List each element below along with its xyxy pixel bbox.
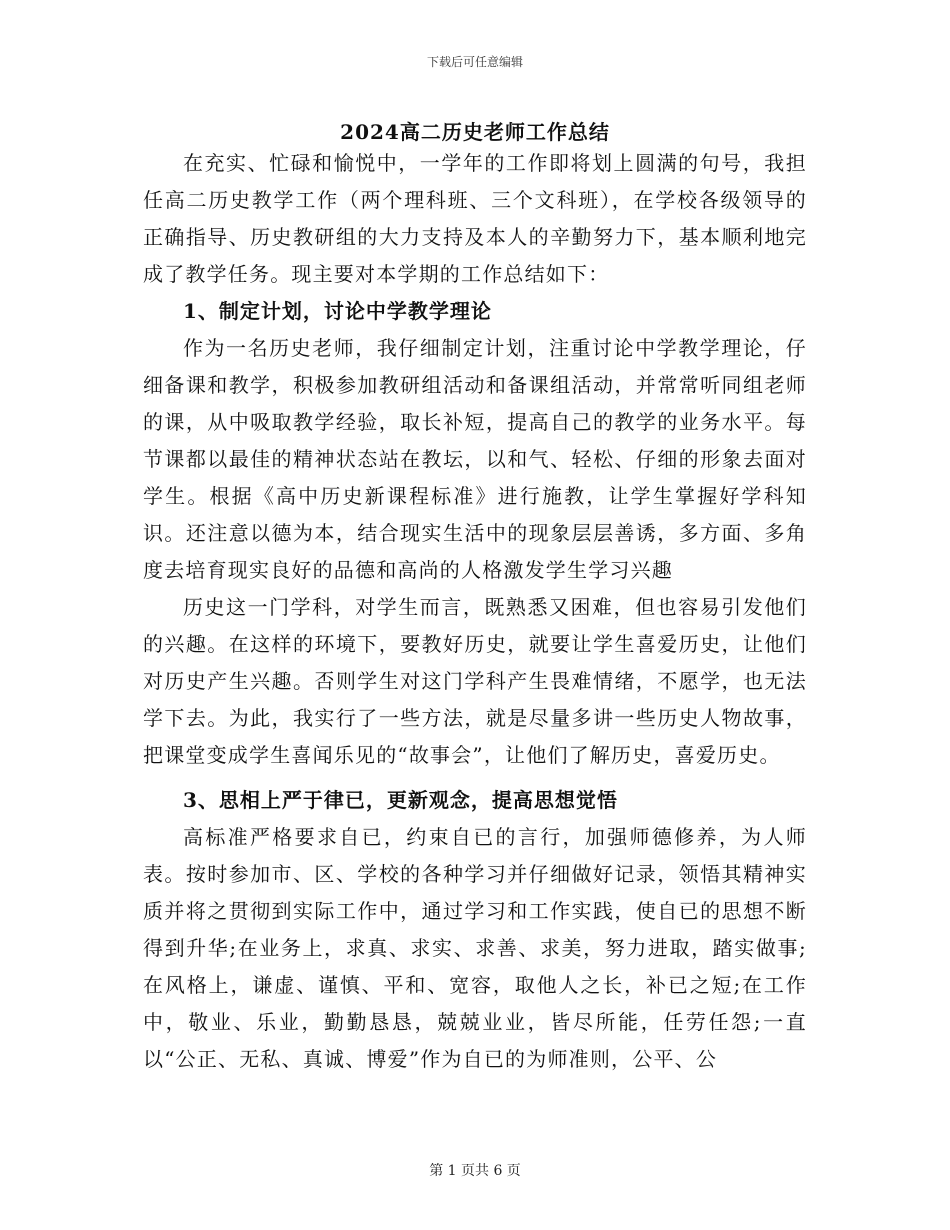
page-number: 第 1 页共 6 页 <box>429 1163 521 1179</box>
intro-paragraph: 在充实、忙碌和愉悦中，一学年的工作即将划上圆满的句号，我担任高二历史教学工作（两个理科班、三个文科班），在学校各级领导的正确指导、历史教研组的大力支持及本人的辛勤努力下，基本顺利地完成了教学任务。现主要对本学期的工作总结如下： <box>143 151 807 286</box>
document-body <box>143 145 807 1078</box>
section-heading-3: 3、思相上严于律已，更新观念，提高思想觉悟 <box>183 788 618 812</box>
section-heading-1: 1、制定计划，讨论中学教学理论 <box>183 299 492 323</box>
section-1-paragraph-1: 作为一名历史老师，我仔细制定计划，注重讨论中学教学理论，仔细备课和教学，积极参加教研组活动和备课组活动，并常常听同组老师的课，从中吸取教学经验，取长补短，提高自己的教学的业务水平。每节课都以最佳的精神状态站在教坛，以和气、轻松、仔细的形象去面对学生。根据《高中历史新课程标准》进行施教，让学生掌握好学科知识。还注意以德为本，结合现实生活中的现象层层善诱，多方面、多角度去培育现实良好的品德和高尚的人格激发学生学习兴趣 <box>143 336 807 582</box>
page-header-note: 下载后可任意编辑 <box>426 55 523 69</box>
section-1-paragraph-2: 历史这一门学科，对学生而言，既熟悉又困难，但也容易引发他们的兴趣。在这样的环境下，要教好历史，就要让学生喜爱历史，让他们对历史产生兴趣。否则学生对这门学科产生畏难情绪，不愿学，也无法学下去。为此，我实行了一些方法，就是尽量多讲一些历史人物故事，把课堂变成学生喜闻乐见的“故事会”，让他们了解历史，喜爱历史。 <box>143 595 807 767</box>
section-3-paragraph-1: 高标准严格要求自已，约束自已的言行，加强师德修养，为人师表。按时参加市、区、学校的各种学习并仔细做好记录，领悟其精神实质并将之贯彻到实际工作中，通过学习和工作实践，使自已的思想不断得到升华;在业务上，求真、求实、求善、求美，努力进取，踏实做事;在风格上，谦虚、谨慎、平和、宽容，取他人之长，补已之短;在工作中，敬业、乐业，勤勤恳恳，兢兢业业，皆尽所能，任劳任怨;一直以“公正、无私、真诚、博爱”作为自已的为师准则，公平、公 <box>143 825 807 1071</box>
document-title: 2024高二历史老师工作总结 <box>340 120 610 144</box>
